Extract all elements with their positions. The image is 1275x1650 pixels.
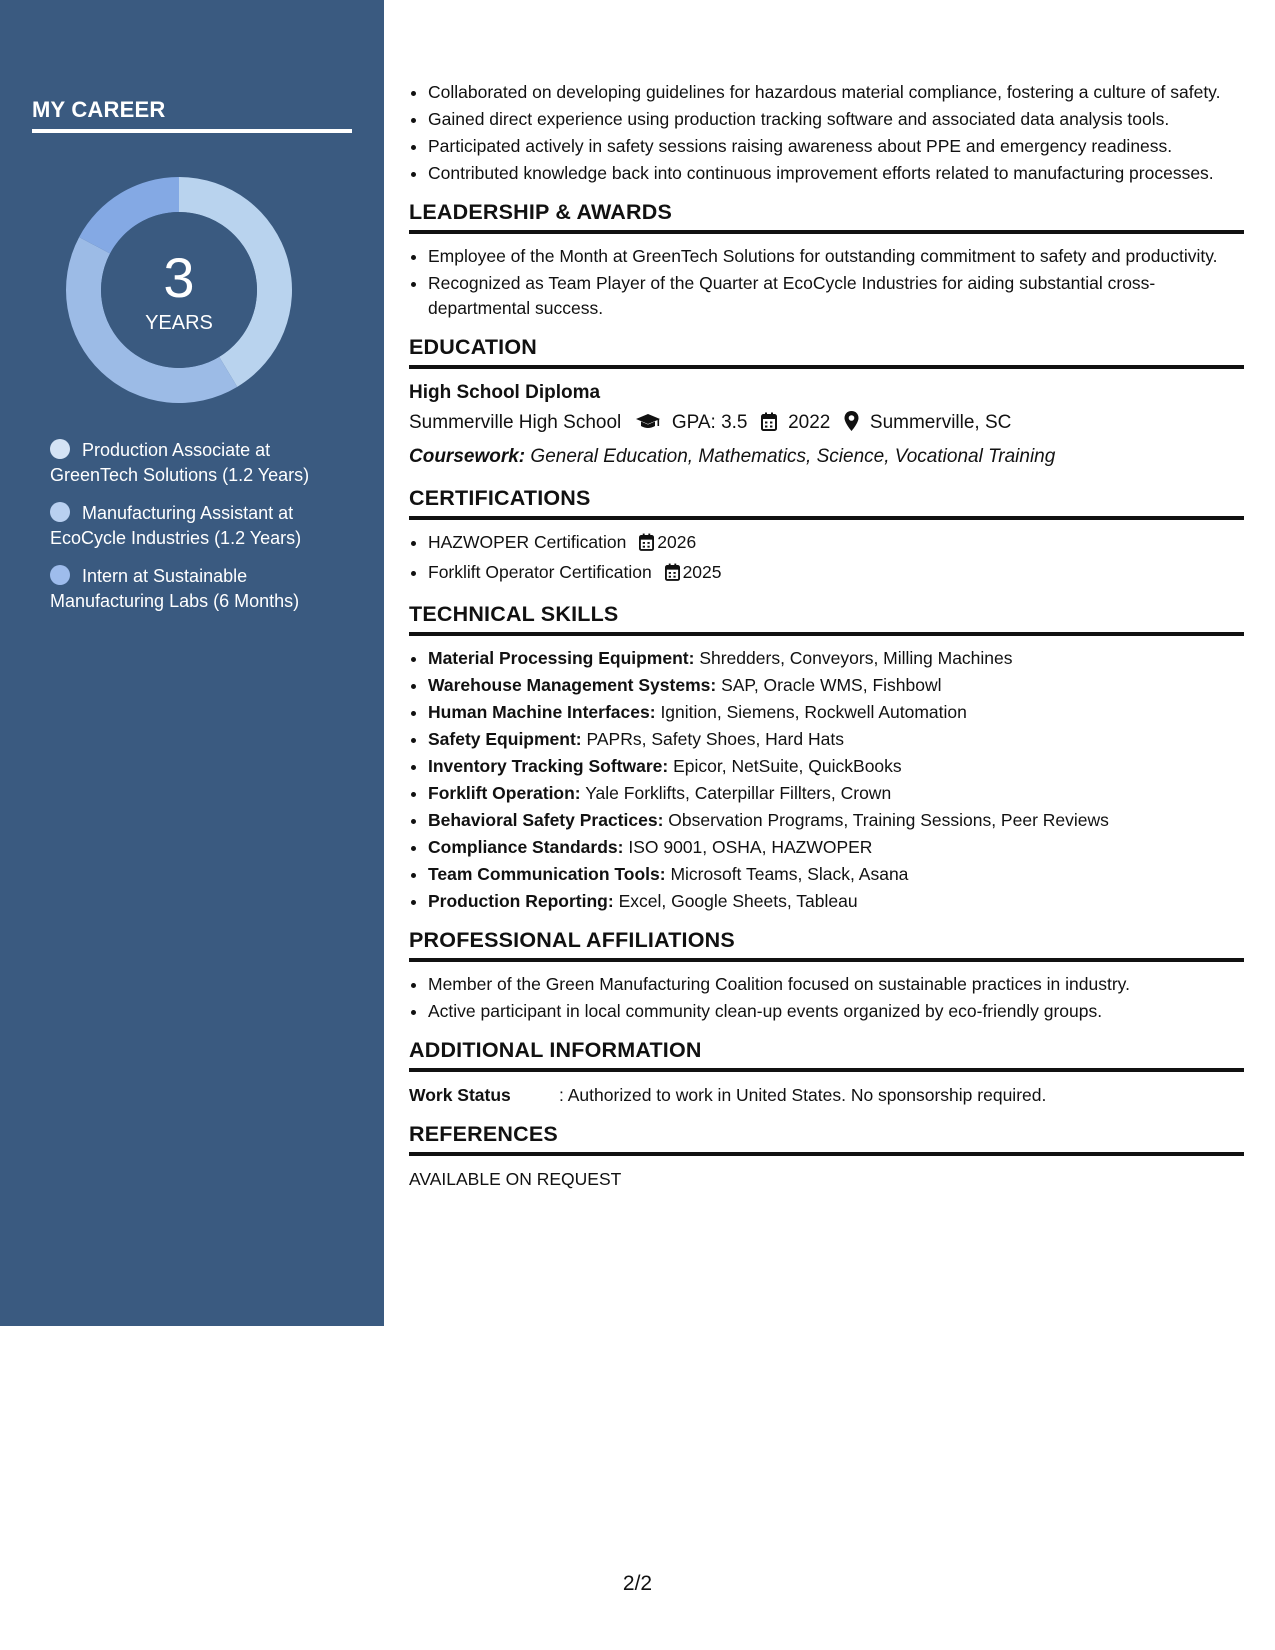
graduation-cap-icon — [635, 410, 661, 442]
skill-value: Shredders, Conveyors, Milling Machines — [699, 648, 1013, 668]
experience-bullets — [409, 80, 1244, 186]
work-status-label: Work Status — [409, 1085, 511, 1105]
skill-label: Production Reporting: — [428, 891, 614, 911]
page-number: 2/2 — [622, 1572, 653, 1595]
skill-value: Epicor, NetSuite, QuickBooks — [673, 756, 902, 776]
total-years-value: 3 — [163, 246, 195, 309]
coursework-value: General Education, Mathematics, Science, Vocational Training — [530, 446, 1056, 467]
skills-list — [409, 646, 1244, 914]
education-details — [409, 407, 1244, 442]
skill-item — [428, 781, 1244, 806]
skill-item — [428, 700, 1244, 725]
references-text: AVAILABLE ON REQUEST — [409, 1169, 622, 1189]
skill-item — [428, 754, 1244, 779]
education-year: 2022 — [788, 412, 831, 433]
work-status-row — [409, 1082, 1244, 1108]
list-item: • Member of the Green Manufacturing Coalition focused on sustainable practices in industry. — [428, 972, 1244, 997]
skill-value: Excel, Google Sheets, Tableau — [618, 891, 858, 911]
section-heading-education: EDUCATION — [409, 335, 1244, 369]
list-item: • Contributed knowledge back into continuous improvement efforts related to manufacturing processes. — [428, 161, 1244, 186]
skill-label: Human Machine Interfaces: — [428, 702, 656, 722]
calendar-icon — [761, 410, 777, 442]
list-item: • Active participant in local community clean-up events organized by eco-friendly groups. — [428, 999, 1244, 1024]
skill-item — [428, 808, 1244, 833]
list-item: • Collaborated on developing guidelines for hazardous material compliance, fostering a culture of safety. — [428, 80, 1244, 105]
legend-dot — [50, 439, 70, 459]
skill-item — [428, 862, 1244, 887]
certification-name: HAZWOPER Certification — [428, 532, 627, 552]
certification-name: Forklift Operator Certification — [428, 562, 652, 582]
legend-dot — [50, 502, 70, 522]
education-location: Summerville, SC — [869, 412, 1012, 433]
career-donut-chart — [66, 177, 292, 403]
list-item: • Employee of the Month at GreenTech Solutions for outstanding commitment to safety and productivity. — [428, 244, 1244, 269]
career-item-label: Production Associate at GreenTech Solutions (1.2 Years) — [50, 440, 310, 485]
skill-value: Yale Forklifts, Caterpillar Fillters, Crown — [585, 783, 892, 803]
affiliations-list — [409, 972, 1244, 1024]
skill-label: Safety Equipment: — [428, 729, 582, 749]
list-item: • Gained direct experience using production tracking software and associated data analysis tools. — [428, 107, 1244, 132]
skill-label: Warehouse Management Systems: — [428, 675, 717, 695]
career-item — [50, 564, 350, 614]
calendar-icon — [665, 563, 680, 588]
section-heading-additional: ADDITIONAL INFORMATION — [409, 1038, 1244, 1072]
skill-value: SAP, Oracle WMS, Fishbowl — [721, 675, 942, 695]
legend-dot — [50, 565, 70, 585]
skill-label: Behavioral Safety Practices: — [428, 810, 664, 830]
education-gpa: GPA: 3.5 — [671, 412, 748, 433]
career-heading: MY CAREER — [32, 97, 352, 133]
skill-value: Ignition, Siemens, Rockwell Automation — [660, 702, 967, 722]
list-item: • Recognized as Team Player of the Quarter at EcoCycle Industries for aiding substantial cross-departmental success. — [428, 271, 1244, 321]
section-heading-leadership: LEADERSHIP & AWARDS — [409, 200, 1244, 234]
skill-value: Observation Programs, Training Sessions, Peer Reviews — [668, 810, 1109, 830]
skill-label: Compliance Standards: — [428, 837, 624, 857]
skill-value: ISO 9001, OSHA, HAZWOPER — [628, 837, 873, 857]
skill-label: Inventory Tracking Software: — [428, 756, 669, 776]
skill-item — [428, 727, 1244, 752]
skill-item — [428, 889, 1244, 914]
certification-year: 2026 — [657, 532, 697, 552]
skill-item — [428, 673, 1244, 698]
section-heading-references: REFERENCES — [409, 1122, 1244, 1156]
career-sidebar — [0, 0, 384, 1326]
list-item: • Participated actively in safety sessions raising awareness about PPE and emergency readiness. — [428, 134, 1244, 159]
education-coursework — [409, 442, 1244, 472]
career-item-label: Intern at Sustainable Manufacturing Labs (6 Months) — [50, 566, 300, 611]
career-item — [50, 501, 350, 551]
skill-item — [428, 835, 1244, 860]
section-heading-skills: TECHNICAL SKILLS — [409, 602, 1244, 636]
main-content — [409, 80, 1244, 1192]
skill-value: PAPRs, Safety Shoes, Hard Hats — [586, 729, 844, 749]
career-list — [50, 438, 350, 627]
list-item — [428, 560, 1244, 588]
section-heading-certifications: CERTIFICATIONS — [409, 486, 1244, 520]
list-item — [428, 530, 1244, 558]
skill-value: Microsoft Teams, Slack, Asana — [670, 864, 909, 884]
skill-label: Team Communication Tools: — [428, 864, 666, 884]
calendar-icon — [639, 533, 654, 558]
skill-item — [428, 646, 1244, 671]
section-heading-affiliations: PROFESSIONAL AFFILIATIONS — [409, 928, 1244, 962]
leadership-list — [409, 244, 1244, 321]
location-pin-icon — [844, 410, 859, 442]
total-years-unit: YEARS — [145, 312, 213, 334]
education-school: Summerville High School — [409, 412, 622, 433]
coursework-label: Coursework: — [409, 446, 526, 467]
work-status-value: : Authorized to work in United States. No sponsorship required. — [559, 1085, 1047, 1105]
skill-label: Forklift Operation: — [428, 783, 581, 803]
skill-label: Material Processing Equipment: — [428, 648, 695, 668]
education-degree: High School Diploma — [409, 382, 601, 403]
certification-year: 2025 — [682, 562, 722, 582]
certifications-list — [409, 530, 1244, 588]
career-item — [50, 438, 350, 488]
career-item-label: Manufacturing Assistant at EcoCycle Industries (1.2 Years) — [50, 503, 302, 548]
